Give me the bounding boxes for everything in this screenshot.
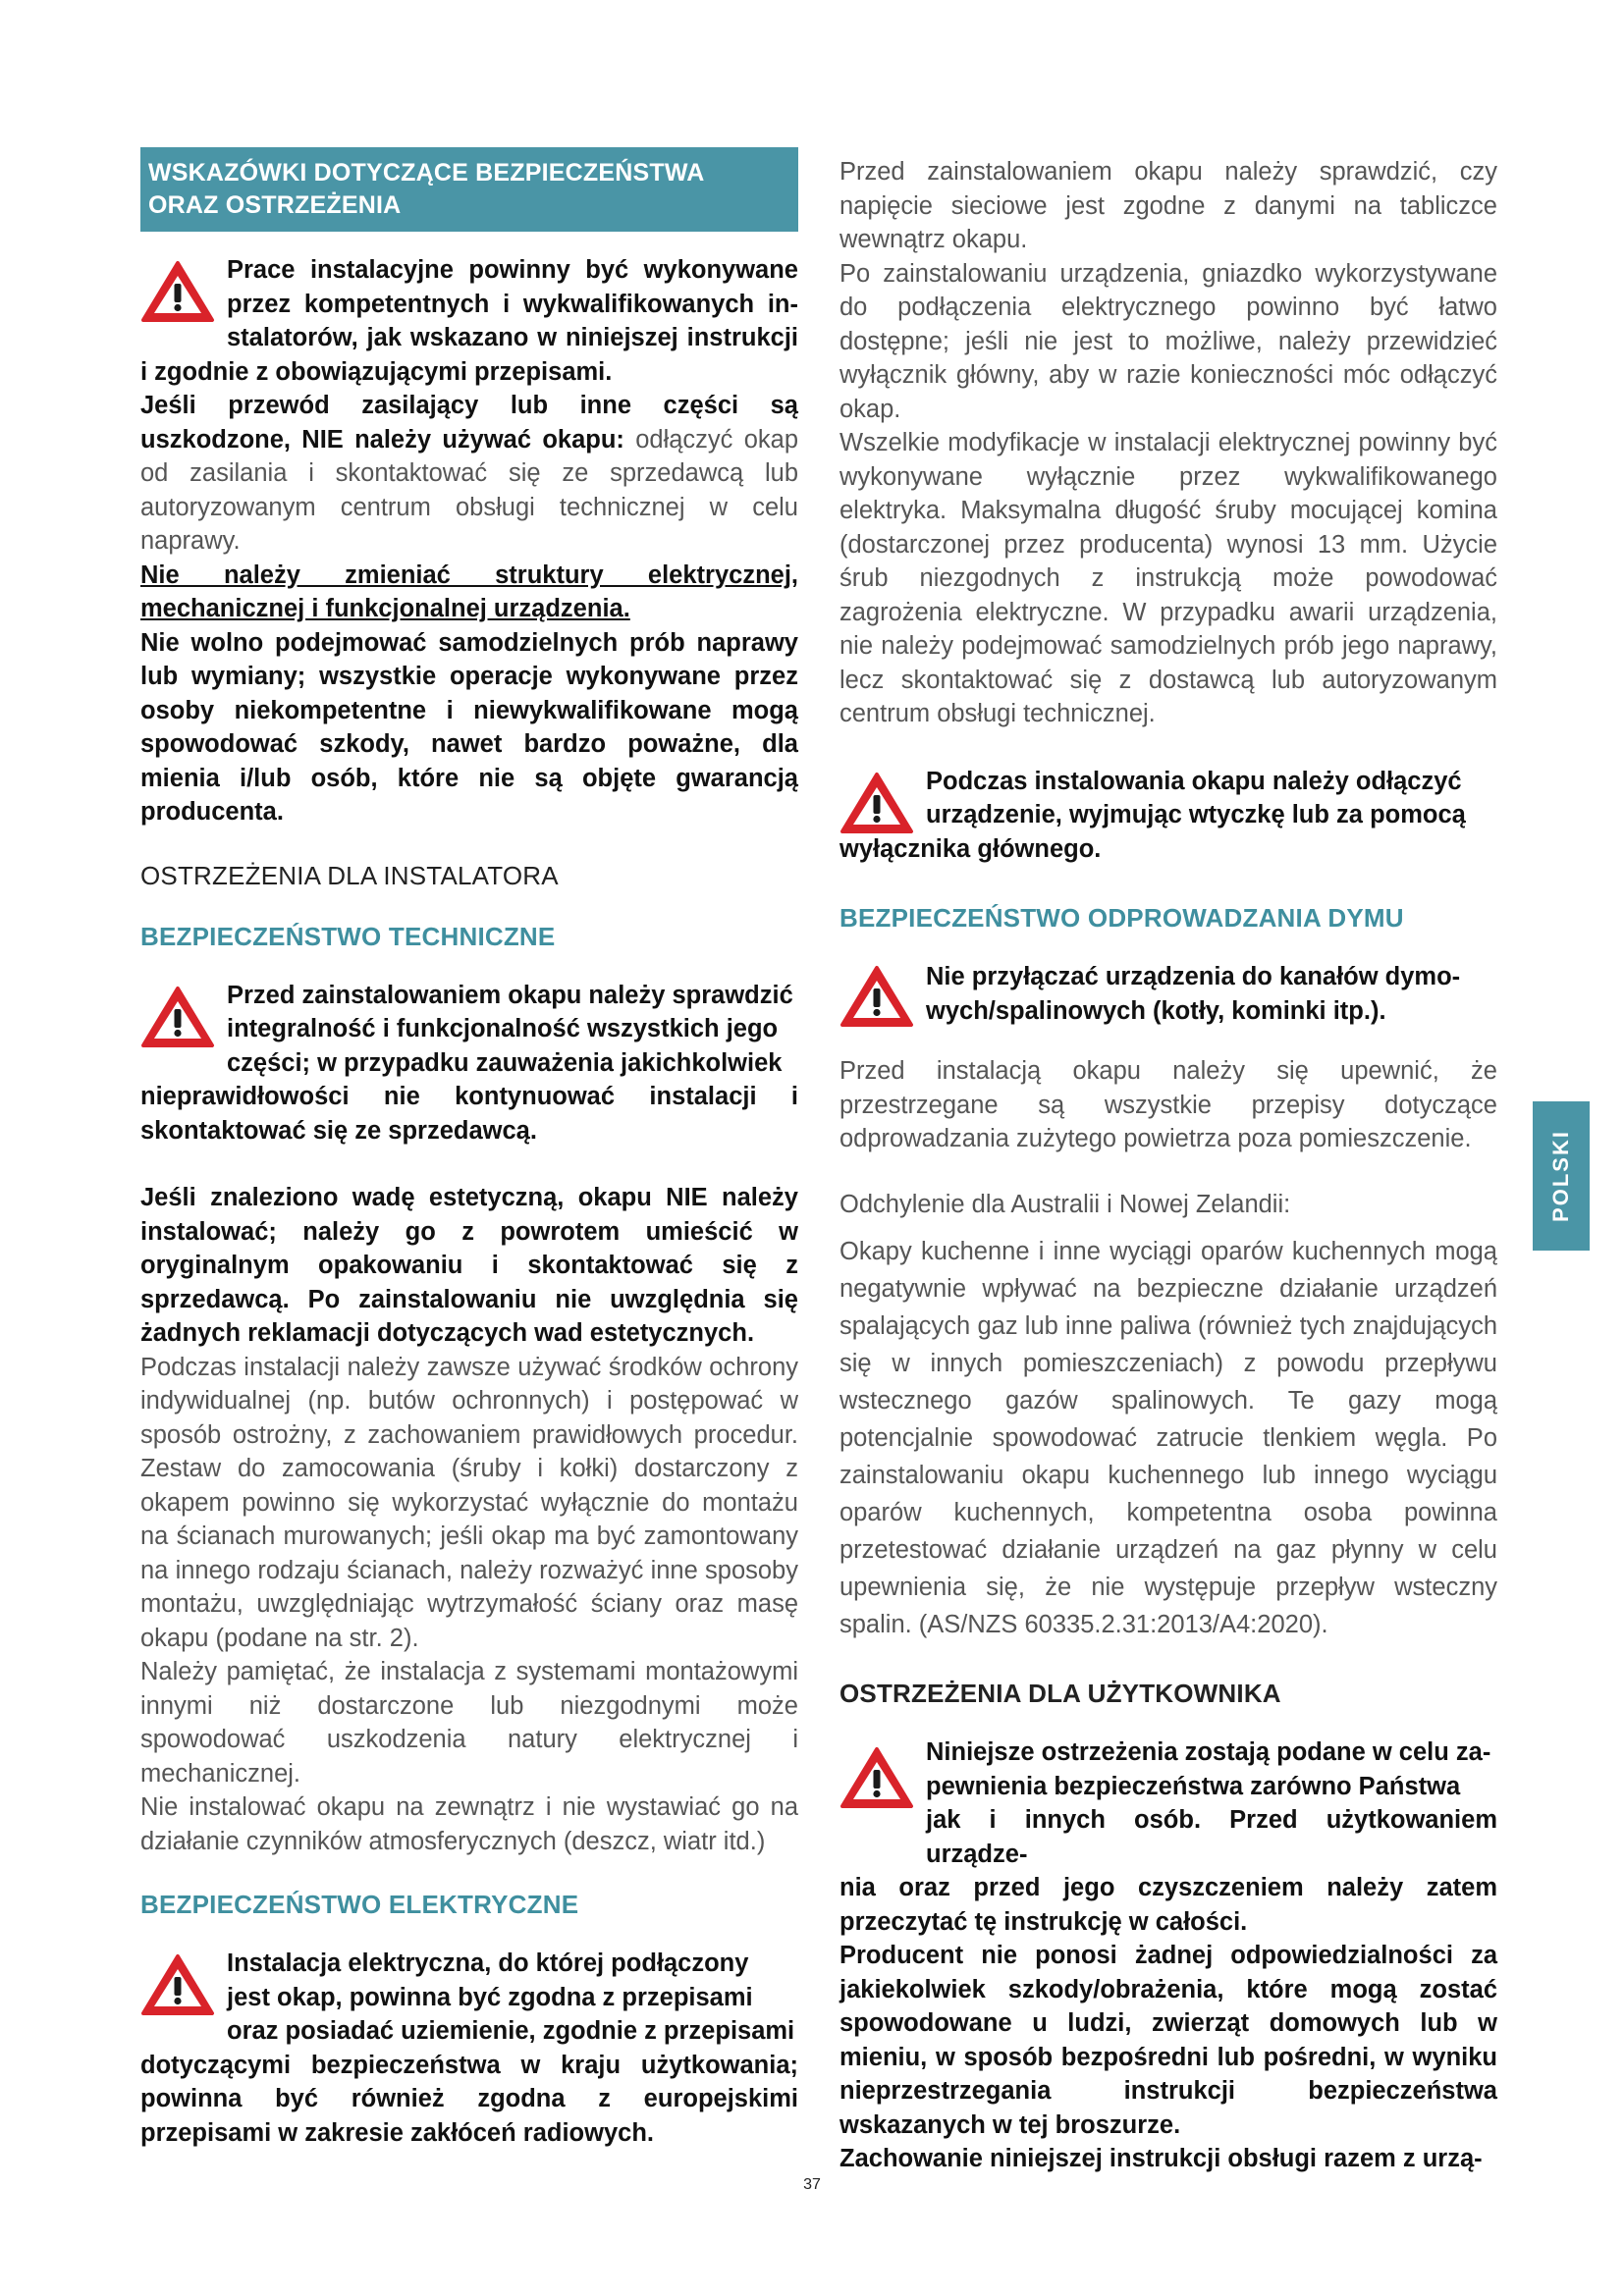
warning-triangle-icon	[839, 964, 914, 1029]
au-nz-paragraph: Okapy kuchenne i inne wyciągi oparów kuchennych mogą negatywnie wpływać na bezpieczne działanie urządzeń spalających gaz lub inne paliwa (również tych znajdujących się w innych pomieszczeniach) z powodu przepływu wstecznego gazów spalinowych. Te gazy mogą potencjalnie spowodować zatrucie tlenkiem węgla. Po zainstalowaniu okapu kuchennego lub innego wyciągu oparów kuchennych, kompetentna osoba powinna przetestować działanie urządzeń na gaz płynny w celu upewnienia się, że nie występuje przepływ wsteczny spalin. (AS/NZS 60335.2.31:2013/A4:2020).	[839, 1238, 1497, 1638]
warning-triangle-icon	[140, 259, 215, 324]
warning-installers	[140, 253, 798, 389]
warning-integrity-indent: Przed zainstalowaniem okapu należy sprawdzić integralność i funkcjonalność wszystkich jego części; w przypadku zauważenia jakichkolwiek	[227, 981, 793, 1077]
language-tab-label: POLSKI	[1548, 1130, 1573, 1222]
safety-banner	[140, 147, 798, 232]
exhaust-paragraph: Przed instalacją okapu należy się upewnić, że przestrzegane są wszystkie przepisy dotyczące odprowadzania zużytego powietrza poza pomieszczenie.	[839, 1057, 1497, 1152]
right-column	[839, 155, 1497, 2176]
warning-installers-rest: i zgodnie z obowiązującymi przepisami.	[140, 357, 613, 386]
page-number: 37	[803, 2176, 821, 2193]
warning-flues	[839, 960, 1497, 1029]
warning-electrical	[140, 1947, 798, 2150]
warning-integrity-rest: nieprawidłowości nie kontynuować instalacji i skontaktować się ze sprzedawcą.	[140, 1083, 798, 1145]
technical-safety-heading: BEZPIECZEŃSTWO TECHNICZNE	[140, 921, 556, 951]
voltage-paragraph: Przed zainstalowaniem okapu należy sprawdzić, czy napięcie sieciowe jest zgodne z danymi na tabliczce wewnątrz okapu.	[839, 158, 1497, 253]
warning-disconnect	[839, 765, 1497, 867]
warning-disconnect-rest: wyłącznika głównego.	[839, 834, 1102, 863]
keep-manual-paragraph: Zachowanie niniejszej instrukcji obsługi razem z urzą-	[839, 2145, 1483, 2172]
ppe-paragraph: Podczas instalacji należy zawsze używać środków ochrony indywidualnej (np. butów ochronnych) i postępować w sposób ostrożny, z zachowaniem prawidłowych procedur. Zestaw do zamocowania (śruby i kołki) dostarczony z okapem powinno się wykorzystać wyłącznie do montażu na ścianach murowanych; jeśli okap ma być zamontowany na innego rodzaju ścianach, należy rozważyć inne sposoby montażu, uwzględniając wytrzymałość ściany oraz masę okapu (podane na str. 2).	[140, 1353, 798, 1652]
no-repair-paragraph: Nie wolno podejmować samodzielnych prób naprawy lub wymiany; wszystkie operacje wykonywane przez osoby niekompetentne i niewykwalifikowane mogą spowodować szkody, nawet bardzo poważne, dla mienia i/lub osób, które nie są objęte gwarancją producenta.	[140, 628, 798, 826]
warning-disconnect-indent: Podczas instalowania okapu należy odłączyć urządzenie, wyjmując wtyczkę lub za pomocą	[926, 767, 1466, 828]
outdoor-paragraph: Nie instalować okapu na zewnątrz i nie wystawiać go na działanie czynników atmosferycznych (deszcz, wiatr itd.)	[140, 1793, 798, 1855]
left-column	[140, 147, 798, 2150]
mounting-systems-paragraph: Należy pamiętać, że instalacja z systemami montażowymi innymi niż dostarczone lub niezgodnymi może spowodować uszkodzenia natury elektrycznej i mechanicznej.	[140, 1658, 798, 1788]
banner-line-2: ORAZ OSTRZEŻENIA	[148, 191, 402, 219]
no-modify-paragraph: Nie należy zmieniać struktury elektrycznej, mechanicznej i funkcjonalnej urządzenia.	[140, 561, 798, 622]
damaged-cable-paragraph: Jeśli przewód zasilający lub inne części są uszkodzone, NIE należy używać okapu: odłączyć okap od zasilania i skontaktować się ze sprzedawcą lub autoryzowanym centrum obsługi technicznej w celu naprawy.	[140, 392, 798, 555]
warning-triangle-icon	[839, 771, 914, 835]
warning-electrical-rest: dotyczącymi bezpieczeństwa w kraju użytkowania; powinna być również zgodna z europejskimi przepisami w zakresie zakłóceń radiowych.	[140, 2051, 798, 2147]
banner-line-1: WSKAZÓWKI DOTYCZĄCE BEZPIECZEŃSTWA	[148, 159, 705, 187]
warning-triangle-icon	[140, 985, 215, 1049]
warning-installers-indent: Prace instalacyjne powinny być wykonywane przez kompetentnych i wykwalifikowanych in- stalatorów, jak wskazano w niniejszej instrukcji	[227, 256, 798, 351]
language-tab	[1533, 1101, 1590, 1251]
aesthetic-defect-paragraph: Jeśli znaleziono wadę estetyczną, okapu NIE należy instalować; należy go z powrotem umieścić w oryginalnym opakowaniu i skontaktować się z sprzedawcą. Po zainstalowaniu nie uwzględnia się żadnych reklamacji dotyczących wad estetycznych.	[140, 1184, 798, 1347]
warning-flues-indent: Nie przyłączać urządzenia do kanałów dymo- wych/spalinowych (kotły, kominki itp.).	[926, 963, 1461, 1025]
installer-warnings-heading: OSTRZEŻENIA DLA INSTALATORA	[140, 860, 559, 890]
smoke-safety-heading: BEZPIECZEŃSTWO ODPROWADZANIA DYMU	[839, 903, 1404, 933]
warning-integrity	[140, 979, 798, 1148]
liability-paragraph: Producent nie ponosi żadnej odpowiedzialności za jakiekolwiek szkody/obrażenia, które mogą zostać spowodowane u ludzi, zwierząt domowych lub w mieniu, w sposób bezpośredni lub pośredni, w wyniku nieprzestrzegania instrukcji bezpieczeństwa wskazanych w tej broszurze.	[839, 1942, 1497, 2139]
warning-triangle-icon	[140, 1952, 215, 2017]
user-warnings-heading: OSTRZEŻENIA DLA UŻYTKOWNIKA	[839, 1679, 1281, 1708]
warning-users-rest: nia oraz przed jego czyszczeniem należy zatem przeczytać tę instrukcję w całości.	[839, 1874, 1497, 1936]
warning-users-indent: Niniejsze ostrzeżenia zostają podane w celu za- pewnienia bezpieczeństwa zarówno Państwa jak i innych osób. Przed użytkowaniem urządze-	[926, 1738, 1497, 1868]
warning-triangle-icon	[839, 1745, 914, 1810]
modifications-paragraph: Wszelkie modyfikacje w instalacji elektrycznej powinny być wykonywane wyłącznie przez wykwalifikowanego elektryka. Maksymalna długość śruby mocującej komina (dostarczonej przez producenta) wynosi 13 mm. Użycie śrub niezgodnych z instrukcją może powodować zagrożenia elektryczne. W przypadku awarii urządzenia, nie należy podejmować samodzielnych prób jego naprawy, lecz skontaktować się z dostawcą lub autoryzowanym centrum obsługi technicznej.	[839, 429, 1497, 727]
electrical-safety-heading: BEZPIECZEŃSTWO ELEKTRYCZNE	[140, 1890, 579, 1919]
socket-paragraph: Po zainstalowaniu urządzenia, gniazdko wykorzystywane do podłączenia elektrycznego powinno być łatwo dostępne; jeśli nie jest to możliwe, należy przewidzieć wyłącznik główny, aby w razie konieczności móc odłączyć okap.	[839, 259, 1497, 423]
warning-electrical-indent: Instalacja elektryczna, do której podłączony jest okap, powinna być zgodna z przepisami oraz posiadać uziemienie, zgodnie z przepisami	[227, 1949, 795, 2045]
au-nz-label: Odchylenie dla Australii i Nowej Zelandii:	[839, 1190, 1291, 1218]
warning-users	[839, 1735, 1497, 1939]
